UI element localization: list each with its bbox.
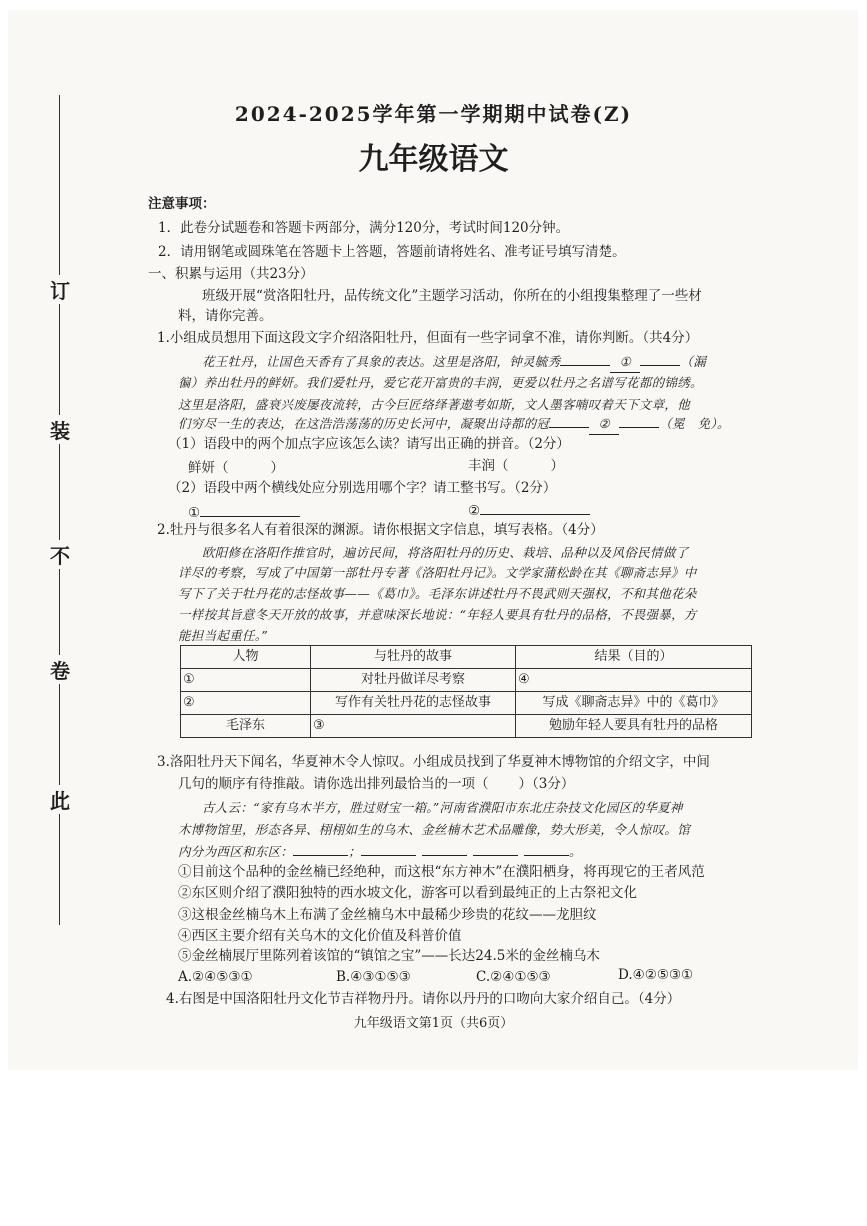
q4-stem: 4.右图是中国洛阳牡丹文化节吉祥物丹丹。请你以丹丹的口吻向大家介绍自己。（4分） bbox=[166, 991, 681, 1007]
table-cell-blank[interactable]: ② bbox=[181, 692, 311, 715]
section-intro-line-1: 班级开展“赏洛阳牡丹，品传统文化”主题学习活动，你所在的小组搜集整理了一些材 bbox=[202, 288, 702, 304]
table-cell: 对牡丹做详尽考察 bbox=[311, 669, 516, 692]
q3-stem-line-1: 3.洛阳牡丹天下闻名，华夏神木令人惊叹。小组成员找到了华夏神木博物馆的介绍文字，中间 bbox=[157, 754, 710, 770]
section-heading: 一、积累与运用（共23分） bbox=[148, 266, 314, 282]
binding-char-ci: 此 bbox=[48, 785, 72, 814]
notes-heading: 注意事项： bbox=[148, 196, 216, 212]
q3-passage-line-1: 古人云：“家有乌木半方，胜过财宝一箱。”河南省濮阳市东北庄杂技文化园区的华夏神 bbox=[202, 800, 683, 815]
q3-choice-b[interactable]: B.④③①⑤③ bbox=[336, 969, 411, 985]
q1-passage-line-3: 这里是洛阳，盛衰兴废屡夜流转，古今巨匠络绎著遨考如斯，文人墨客喃叹着天下文章，他 bbox=[178, 397, 691, 412]
table-cell: 写成《聊斋志异》中的《葛巾》 bbox=[516, 692, 752, 715]
binding-char-ding: 订 bbox=[48, 275, 72, 304]
table-cell: 毛泽东 bbox=[181, 715, 311, 738]
table-header: 结果（目的） bbox=[516, 646, 752, 669]
q1-answer-2: ② bbox=[468, 500, 590, 521]
q3-choice-d[interactable]: D.④②⑤③① bbox=[618, 967, 694, 983]
table-cell: 写作有关牡丹花的志怪故事 bbox=[311, 692, 516, 715]
note-item-2: 2．请用钢笔或圆珠笔在答题卡上答题，答题前请将姓名、准考证号填写清楚。 bbox=[158, 244, 626, 260]
q2-stem: 2.牡丹与很多名人有着很深的渊源。请你根据文字信息，填写表格。（4分） bbox=[157, 522, 604, 538]
q3-option: ②东区则介绍了濮阳独特的西水坡文化，游客可以看到最纯正的上古祭祀文化 bbox=[178, 885, 637, 901]
q1-passage-line-1: 花王牡丹，让国色天香有了具象的表达。这里是洛阳，钟灵毓秀 ① （漏 bbox=[202, 351, 706, 373]
q1-sub2: （2）语段中两个横线处应分别选用哪个字？请工整书写。（2分） bbox=[168, 480, 557, 496]
q3-option: ①目前这个品种的金丝楠已经绝种，而这根“东方神木”在濮阳栖身，将再现它的王者风范 bbox=[178, 864, 705, 880]
q1-stem: 1.小组成员想用下面这段文字介绍洛阳牡丹，但面有一些字词拿不准，请你判断。（共4分） bbox=[157, 330, 699, 346]
page-footer: 九年级语文第1页（共6页） bbox=[353, 1016, 514, 1031]
table-header-row bbox=[181, 646, 752, 669]
q3-option: ③这根金丝楠乌木上布满了金丝楠乌木中最稀少珍贵的花纹——龙胆纹 bbox=[178, 907, 597, 923]
q3-choice-c[interactable]: C.②④①⑤③ bbox=[476, 969, 551, 985]
q1-passage-line-4: 们穷尽一生的表达，在这浩浩荡荡的历史长河中，凝聚出诗都的冠 ② （冕 免）。 bbox=[178, 413, 730, 435]
table-cell: 勉励年轻人要具有牡丹的品格 bbox=[516, 715, 752, 738]
answer-line-1[interactable] bbox=[200, 502, 300, 517]
q3-option: ⑤金丝楠展厅里陈列着该馆的“镇馆之宝”——长达24.5米的金丝楠乌木 bbox=[178, 948, 600, 964]
table-row bbox=[181, 715, 752, 738]
note-item-1: 1．此卷分试题卷和答题卡两部分，满分120分，考试时间120分钟。 bbox=[158, 220, 570, 236]
answer-line-2[interactable] bbox=[480, 500, 590, 515]
exam-title: 2024-2025学年第一学期期中试卷(Z) bbox=[234, 102, 633, 126]
q2-passage-line-4: 一样按其旨意冬天开放的故事，并意味深长地说：“年轻人要具有牡丹的品格，不畏强暴，方 bbox=[178, 607, 697, 622]
q1-sub1: （1）语段中的两个加点字应该怎么读？请写出正确的拼音。（2分） bbox=[168, 436, 570, 452]
q3-passage-line-3: 内分为西区和东区： ； 。 bbox=[178, 841, 582, 862]
q1-answer-1: ① bbox=[188, 502, 300, 523]
q2-passage-line-5: 能担当起重任。” bbox=[178, 628, 269, 643]
table-row bbox=[181, 692, 752, 715]
q2-passage-line-3: 写下了关于牡丹花的志怪故事——《葛巾》。毛泽东讲述牡丹不畏武则天强权，不和其他花朵 bbox=[178, 586, 697, 601]
subject-title: 九年级语文 bbox=[358, 142, 509, 177]
q2-passage-line-2: 详尽的考察，写成了中国第一部牡丹专著《洛阳牡丹记》。文学家蒲松龄在其《聊斋志异》中 bbox=[178, 565, 697, 580]
table-row bbox=[181, 669, 752, 692]
q2-passage-line-1: 欧阳修在洛阳作推官时，遍访民间，将洛阳牡丹的历史、栽培、品种以及风俗民情做了 bbox=[202, 545, 689, 560]
table-header: 与牡丹的故事 bbox=[311, 646, 516, 669]
q3-option: ④西区主要介绍有关乌木的文化价值及科普价值 bbox=[178, 928, 462, 944]
binding-char-juan: 卷 bbox=[48, 655, 72, 684]
q3-choice-a[interactable]: A.②④⑤③① bbox=[178, 969, 253, 985]
q1-word-xianyan: 鲜妍（ ） bbox=[188, 460, 284, 476]
binding-char-zhuang: 装 bbox=[48, 415, 72, 444]
binding-char-bu: 不 bbox=[48, 540, 72, 569]
q2-table bbox=[180, 645, 752, 738]
table-cell-blank[interactable]: ③ bbox=[311, 715, 516, 738]
table-cell-blank[interactable]: ④ bbox=[516, 669, 752, 692]
table-header: 人物 bbox=[181, 646, 311, 669]
q1-passage-line-2: 徧）养出牡丹的鲜妍。我们爱牡丹，爱它花开富贵的丰润，更爱以牡丹之名谱写花都的锦绣。 bbox=[178, 375, 703, 390]
q3-passage-line-2: 木博物馆里，形态各异、栩栩如生的乌木、金丝楠木艺术品雕像，势大形美，令人惊叹。馆 bbox=[178, 822, 691, 837]
q1-word-fengrun: 丰润（ ） bbox=[468, 458, 564, 474]
table-cell-blank[interactable]: ① bbox=[181, 669, 311, 692]
section-intro-line-2: 料，请你完善。 bbox=[178, 308, 273, 324]
binding-margin bbox=[40, 95, 80, 925]
q3-stem-line-2: 几句的顺序有待推敲。请你选出排列最恰当的一项（ ）（3分） bbox=[178, 776, 575, 792]
